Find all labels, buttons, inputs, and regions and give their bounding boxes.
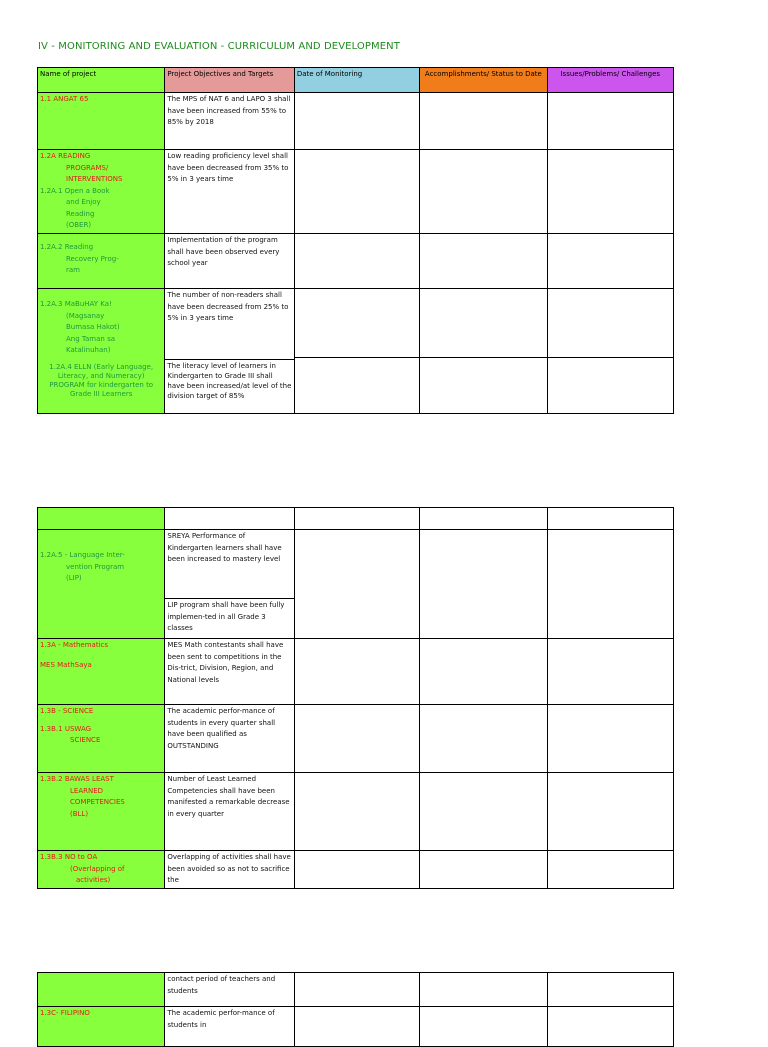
project-label: COMPETENCIES	[70, 798, 125, 806]
project-label: 1.2A.1 Open a Book	[40, 186, 110, 195]
project-cell	[38, 234, 165, 289]
project-label: Ang Taman sa	[66, 334, 116, 343]
project-label: and Enjoy	[66, 198, 101, 206]
project-label: 1.3B - SCIENCE	[40, 707, 94, 715]
project-cell	[38, 150, 165, 234]
project-label: 1.3B.2 BAWAS LEAST	[40, 775, 114, 783]
project-cell	[38, 289, 165, 414]
issues-cell	[547, 234, 673, 289]
project-label: 1.2A READING	[40, 152, 91, 160]
project-label: activities)	[76, 876, 111, 884]
table-row	[38, 1007, 674, 1047]
project-label: Bumasa Hakot)	[66, 323, 120, 331]
objective-cell: The MPS of NAT 6 and LAPO 3 shall have been increased from 55% to 85% by 2018	[165, 93, 294, 150]
accomplishment-cell	[420, 973, 547, 1007]
project-label: (OBER)	[66, 221, 92, 229]
date-cell	[294, 93, 419, 150]
project-cell	[38, 639, 165, 705]
project-cell	[38, 705, 165, 773]
project-label: 1.2A.3 MaBuHAY Ka!	[40, 300, 112, 308]
table-row	[38, 289, 674, 414]
project-label: Reading	[66, 209, 95, 218]
date-cell	[294, 150, 419, 234]
issues-cell	[547, 973, 673, 1007]
date-cell	[294, 639, 419, 705]
header-name: Name of project	[38, 68, 165, 93]
objective-cell: Overlapping of activities shall have been avoided so as not to sacrifice the	[165, 851, 294, 889]
accomplishment-cell	[420, 851, 547, 889]
date-cell	[294, 289, 419, 414]
project-cell	[38, 851, 165, 889]
project-label: 1.3A - Mathematics	[40, 641, 109, 649]
project-label: 1.1 ANGAT 65	[40, 95, 89, 103]
table-row	[38, 705, 674, 773]
table-row	[38, 639, 674, 705]
project-label: (LIP)	[66, 574, 82, 582]
header-objectives: Project Objectives and Targets	[165, 68, 294, 93]
date-cell	[294, 1007, 419, 1047]
project-label: (Overlapping of	[70, 864, 125, 873]
project-cell	[38, 773, 165, 851]
table-row	[38, 150, 674, 234]
project-cell	[38, 973, 165, 1007]
table-row	[38, 93, 674, 150]
objective-cell: contact period of teachers and students	[165, 973, 294, 1007]
objective-text: The literacy level of learners in Kindergarten to Grade III shall have been increased/at level of the division target of 85%	[167, 362, 292, 400]
date-cell	[294, 530, 419, 639]
project-label: vention Program	[66, 562, 125, 571]
project-label: MES MathSaya	[40, 660, 92, 669]
project-label: (BLL)	[70, 809, 89, 818]
table-row	[38, 234, 674, 289]
project-label: INTERVENTIONS	[66, 175, 123, 183]
issues-cell	[547, 705, 673, 773]
header-row	[38, 68, 674, 93]
header-accomplishments: Accomplishments/ Status to Date	[420, 68, 547, 93]
project-label: 1.3B.3 NO to OA	[40, 853, 98, 861]
objective-cell: Number of Least Learned Competencies shall have been manifested a remarkable decrease in every quarter	[165, 773, 294, 851]
table-row	[38, 851, 674, 889]
objective-cell: The academic perfor-mance of students in every quarter shall have been qualified as OUTSTANDING	[165, 705, 294, 773]
table-row	[38, 530, 674, 639]
project-label: 1.2A.2 Reading	[40, 243, 94, 251]
date-cell	[294, 773, 419, 851]
project-cell	[38, 1007, 165, 1047]
accomplishment-cell	[420, 1007, 547, 1047]
objective-text: The number of non-readers shall have been decreased from 25% to 5% in 3 years time	[165, 289, 293, 360]
date-cell	[294, 705, 419, 773]
issues-cell	[547, 289, 673, 414]
objective-cell	[165, 289, 294, 414]
monitoring-table-3	[37, 972, 674, 1047]
accomplishment-cell	[420, 530, 547, 639]
project-label: ram	[66, 266, 80, 274]
accomplishment-cell	[420, 508, 547, 530]
header-date: Date of Monitoring	[294, 68, 419, 93]
objective-cell: The academic perfor-mance of students in	[165, 1007, 294, 1047]
monitoring-table-2	[37, 507, 674, 889]
accomplishment-cell	[420, 93, 547, 150]
project-label: Katalinuhan)	[66, 346, 111, 354]
page-title: IV - MONITORING AND EVALUATION - CURRICULUM AND DEVELOPMENT	[38, 41, 400, 52]
project-label: Recovery Prog-	[66, 254, 119, 263]
accomplishment-cell	[420, 705, 547, 773]
issues-cell	[547, 639, 673, 705]
project-label: 1.3C- FILIPINO	[40, 1009, 90, 1017]
accomplishment-cell	[420, 289, 547, 414]
date-cell	[294, 508, 419, 530]
accomplishment-cell	[420, 234, 547, 289]
project-label: 1.2A.5 - Language Inter-	[40, 551, 125, 559]
objective-cell	[165, 508, 294, 530]
project-label: PROGRAMS/	[66, 163, 109, 172]
date-cell	[294, 851, 419, 889]
issues-cell	[547, 93, 673, 150]
project-cell	[38, 530, 165, 639]
objective-cell: Low reading proficiency level shall have been decreased from 35% to 5% in 3 years time	[165, 150, 294, 234]
issues-cell	[547, 508, 673, 530]
issues-cell	[547, 530, 673, 639]
project-label: 1.2A.4 ELLN (Early Language, Literacy, and Numeracy) PROGRAM for kindergarten to Grade III Learners	[49, 362, 154, 398]
issues-cell	[547, 150, 673, 234]
issues-cell	[547, 1007, 673, 1047]
issues-cell	[547, 851, 673, 889]
project-label: (Magsanay	[66, 311, 105, 320]
accomplishment-cell	[420, 639, 547, 705]
objective-cell	[165, 530, 294, 639]
project-label: LEARNED	[70, 786, 104, 795]
table-row	[38, 773, 674, 851]
project-label: SCIENCE	[70, 736, 101, 744]
objective-text: SREYA Performance of Kindergarten learners shall have been increased to mastery level	[165, 530, 293, 599]
accomplishment-cell	[420, 773, 547, 851]
issues-cell	[547, 773, 673, 851]
table-row	[38, 973, 674, 1007]
objective-text: LIP program shall have been fully implemen-ted in all Grade 3 classes	[167, 601, 285, 632]
project-label: 1.3B.1 USWAG	[40, 724, 92, 733]
project-cell	[38, 93, 165, 150]
accomplishment-cell	[420, 150, 547, 234]
date-cell	[294, 973, 419, 1007]
table-row	[38, 508, 674, 530]
header-issues: Issues/Problems/ Challenges	[547, 68, 673, 93]
objective-cell: Implementation of the program shall have been observed every school year	[165, 234, 294, 289]
monitoring-table-1	[37, 67, 674, 414]
date-cell	[294, 234, 419, 289]
project-cell	[38, 508, 165, 530]
objective-cell: MES Math contestants shall have been sent to competitions in the Dis-trict, Division, Region, and National levels	[165, 639, 294, 705]
